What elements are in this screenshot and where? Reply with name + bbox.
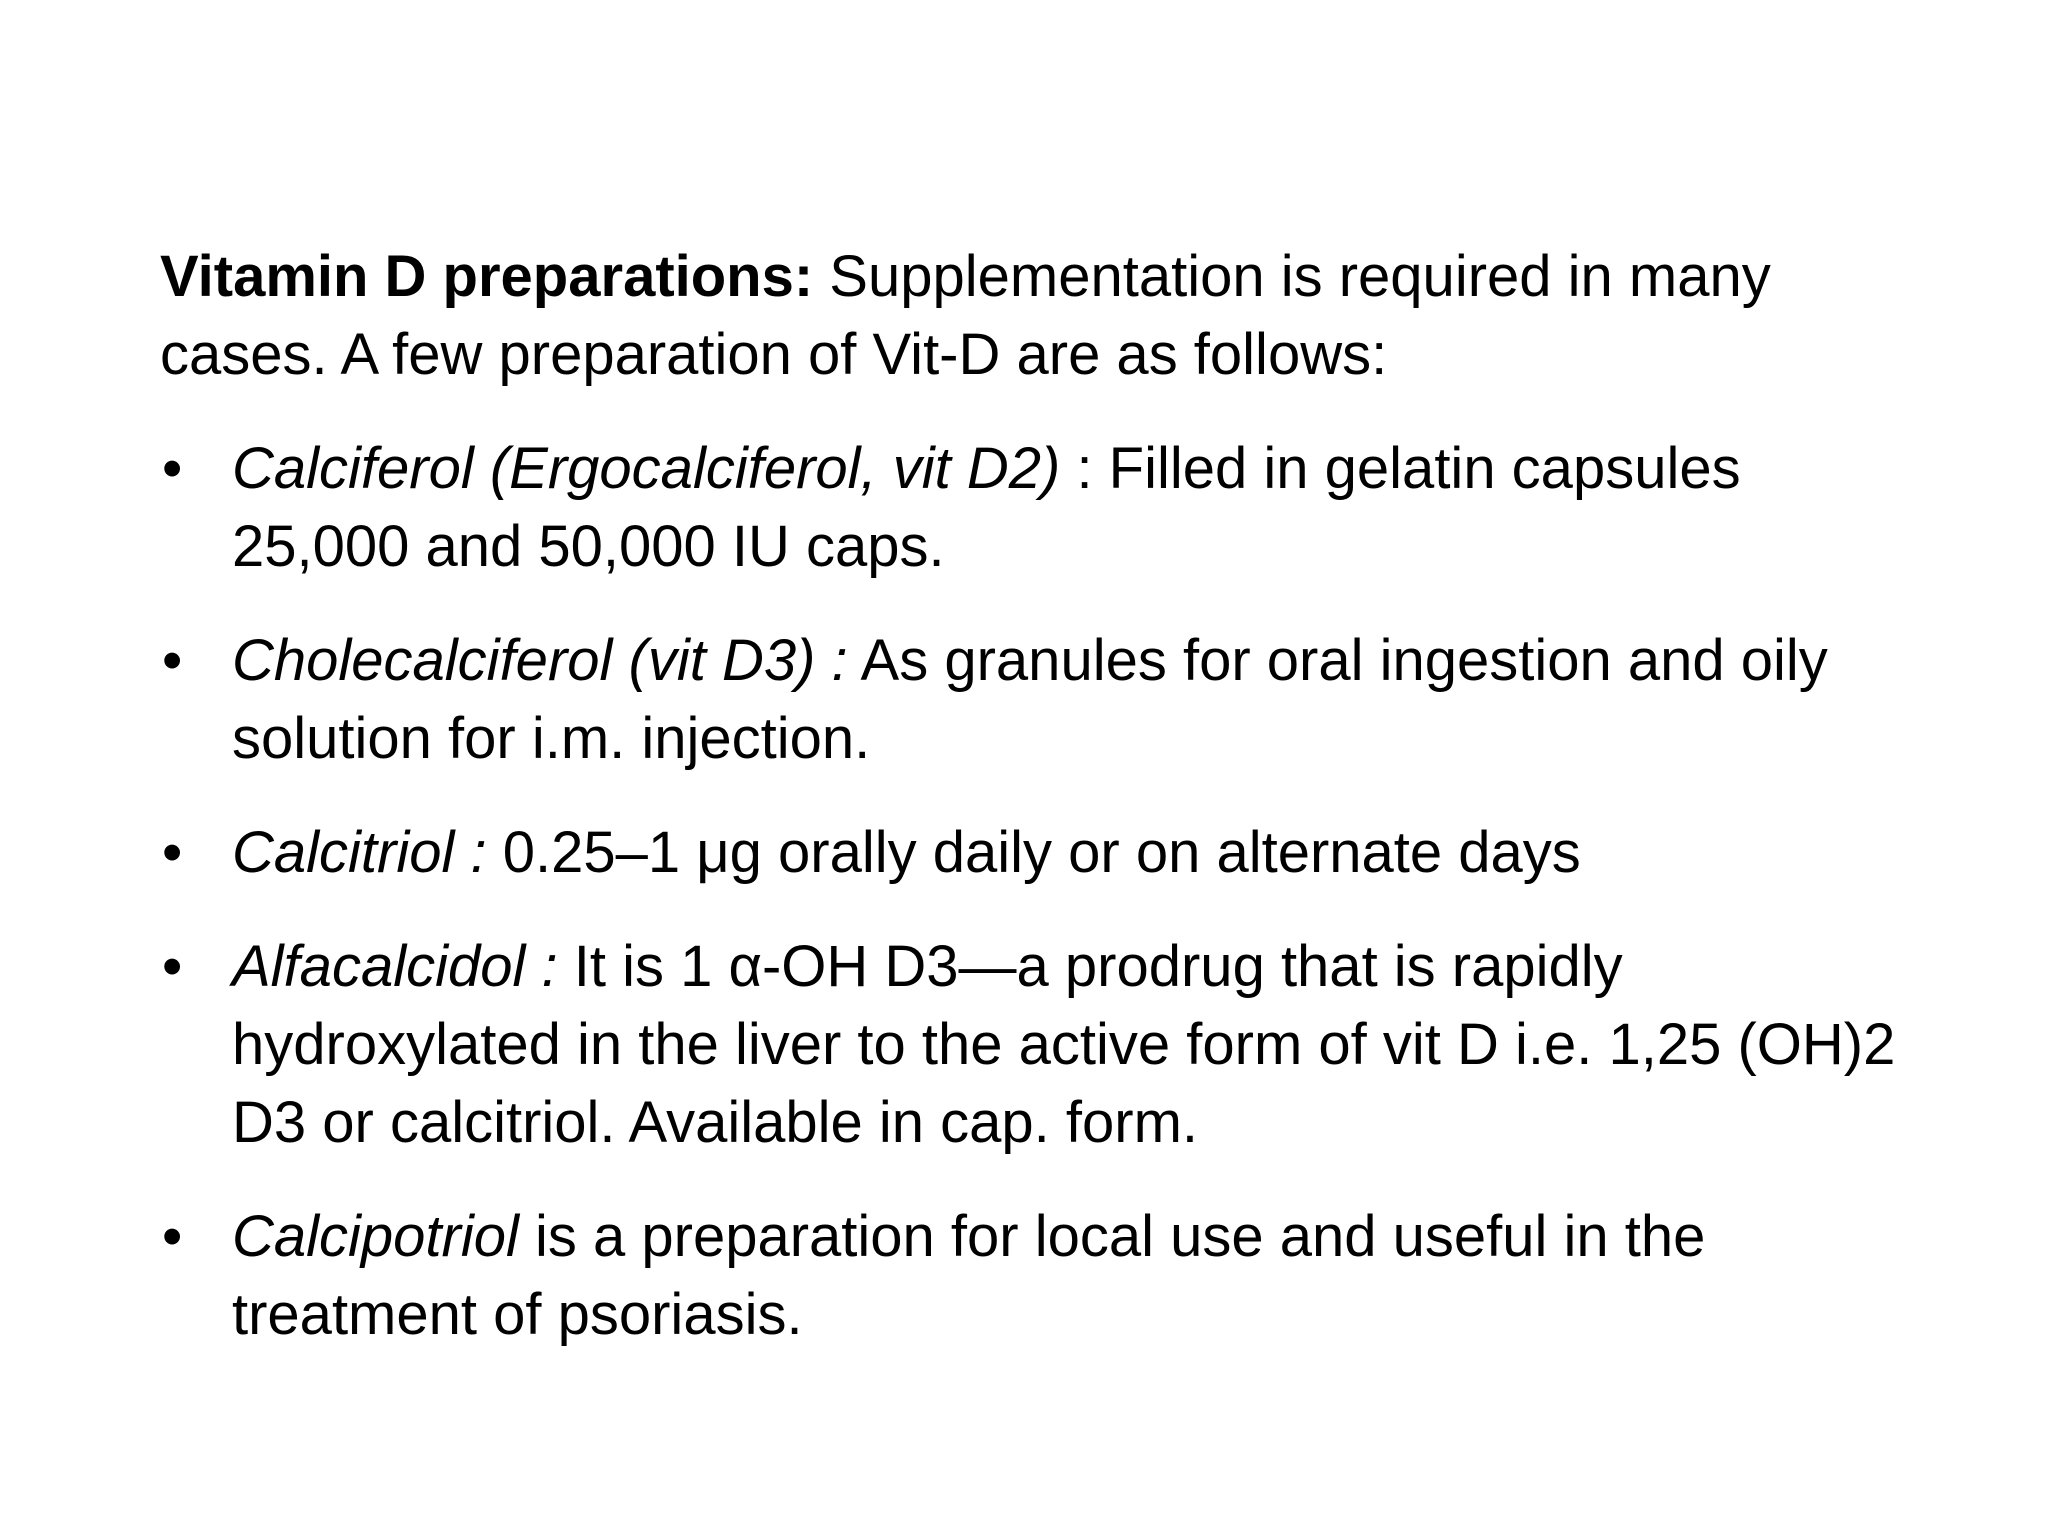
bullet-icon: •: [162, 934, 183, 999]
item-term: Calcitriol :: [232, 820, 487, 885]
slide-body: [160, 238, 1920, 1390]
item-term: Calciferol (Ergocalciferol, vit D2): [232, 436, 1061, 501]
item-text: is a preparation for local use and useful in the treatment of psoriasis.: [232, 1204, 1706, 1347]
preparation-list: [160, 430, 1920, 1354]
bullet-icon: •: [162, 1204, 183, 1269]
intro-text: Supplementation is required in many cases. A few preparation of Vit-D are as follows:: [160, 244, 1771, 387]
intro-lead: Vitamin D preparations:: [160, 244, 814, 309]
item-text: As granules for oral ingestion and oily solution for i.m. injection.: [232, 628, 1828, 771]
item-term: Cholecalciferol (vit D3) :: [232, 628, 848, 693]
list-item: [160, 1198, 1920, 1354]
bullet-icon: •: [162, 820, 183, 885]
intro-paragraph: [160, 238, 1920, 394]
item-text: It is 1 α-OH D3—a prodrug that is rapidly hydroxylated in the liver to the active form of vit D i.e. 1,25 (OH)2 D3 or calcitriol. Available in cap. form.: [232, 934, 1896, 1155]
list-item: [160, 622, 1920, 778]
item-text: 0.25–1 μg orally daily or on alternate days: [486, 820, 1581, 885]
item-term: Alfacalcidol :: [232, 934, 558, 999]
bullet-icon: •: [162, 436, 183, 501]
item-term: Calcipotriol: [232, 1204, 519, 1269]
list-item: [160, 430, 1920, 586]
list-item: [160, 814, 1920, 892]
list-item: [160, 928, 1920, 1162]
bullet-icon: •: [162, 628, 183, 693]
item-text: : Filled in gelatin capsules 25,000 and 50,000 IU caps.: [232, 436, 1741, 579]
